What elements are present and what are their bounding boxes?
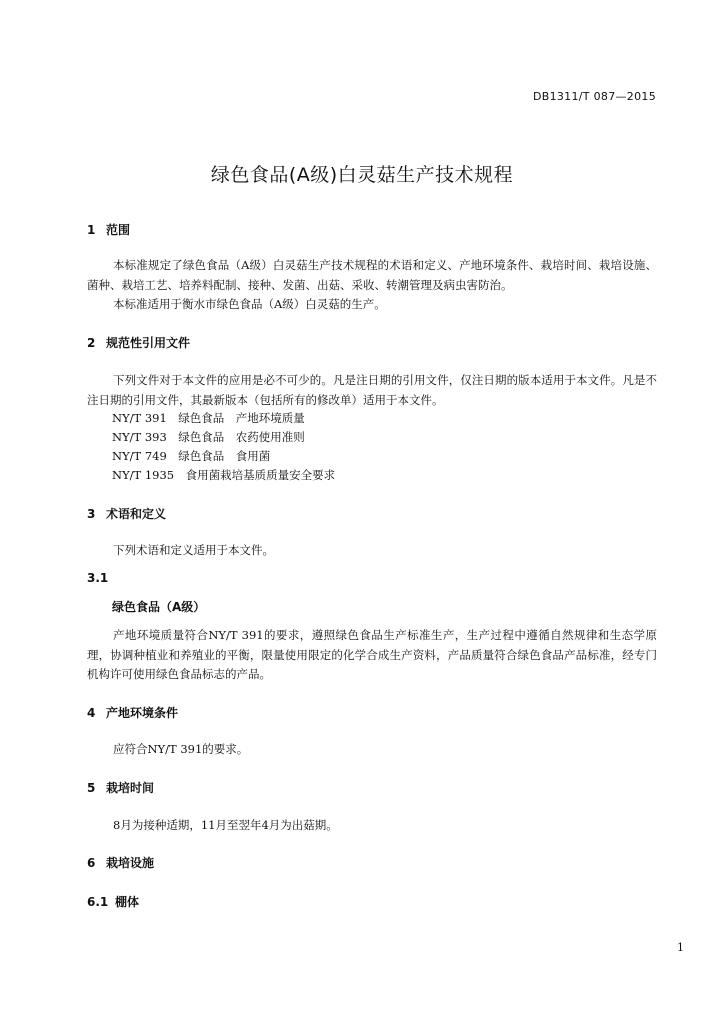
subsection-6-1-heading	[87, 893, 139, 910]
section-5-heading	[87, 779, 154, 796]
section-number: 5	[87, 781, 96, 795]
section-6-heading	[87, 854, 154, 871]
section-number: 6	[87, 856, 96, 870]
section-title: 栽培设施	[106, 856, 155, 870]
document-title: 绿色食品(A级)白灵菇生产技术规程	[210, 164, 514, 186]
cultivation-time-paragraph: 8月为接种适期，11月至翌年4月为出菇期。	[113, 818, 338, 832]
normative-references-intro: 下列文件对于本文件的应用是必不可少的。凡是注日期的引用文件，仅注日期的版本适用于本文件。凡是不注日期的引用文件，其最新版本（包括所有的修改单）适用于本文件。	[87, 373, 657, 407]
section-title: 栽培时间	[106, 781, 155, 795]
term-definition: 产地环境质量符合NY/T 391的要求，遵照绿色食品生产标准生产，生产过程中遵循自然规律和生态学原理，协调种植业和养殖业的平衡，限量使用限定的化学合成生产资料，产品质量符合绿色食品产品标准，经专门机构许可使用绿色食品标志的产品。	[87, 628, 657, 681]
section-title: 术语和定义	[106, 507, 167, 521]
scope-paragraph-1: 本标准规定了绿色食品（A级）白灵菇生产技术规程的术语和定义、产地环境条件、栽培时间、栽培设施、菌种、栽培工艺、培养料配制、接种、发菌、出菇、采收、转潮管理及病虫害防治。	[87, 258, 657, 292]
reference-item: NY/T 393 绿色食品 农药使用准则	[112, 430, 305, 444]
section-1-heading	[87, 221, 130, 238]
standard-code: DB1311/T 087—2015	[532, 90, 656, 103]
section-number: 4	[87, 706, 96, 720]
scope-paragraph-2: 本标准适用于衡水市绿色食品（A级）白灵菇的生产。	[113, 297, 386, 311]
section-title: 产地环境条件	[106, 706, 179, 720]
subsection-title: 棚体	[115, 895, 140, 909]
subsection-number: 3.1	[87, 571, 109, 585]
subsection-3-1-number	[87, 571, 108, 585]
reference-item: NY/T 1935 食用菌栽培基质质量安全要求	[112, 468, 336, 482]
section-number: 1	[87, 223, 96, 237]
terms-intro: 下列术语和定义适用于本文件。	[113, 543, 274, 557]
subsection-number: 6.1	[87, 895, 109, 909]
page-number: 1	[677, 941, 684, 954]
reference-item: NY/T 749 绿色食品 食用菌	[112, 449, 271, 463]
section-number: 3	[87, 507, 96, 521]
environment-paragraph: 应符合NY/T 391的要求。	[113, 742, 249, 756]
reference-item: NY/T 391 绿色食品 产地环境质量	[112, 411, 305, 425]
term-title: 绿色食品（A级）	[112, 600, 206, 614]
section-number: 2	[87, 336, 96, 350]
section-title: 规范性引用文件	[106, 336, 191, 350]
section-2-heading	[87, 334, 190, 351]
section-title: 范围	[106, 223, 131, 237]
section-4-heading	[87, 704, 178, 721]
section-3-heading	[87, 505, 166, 522]
